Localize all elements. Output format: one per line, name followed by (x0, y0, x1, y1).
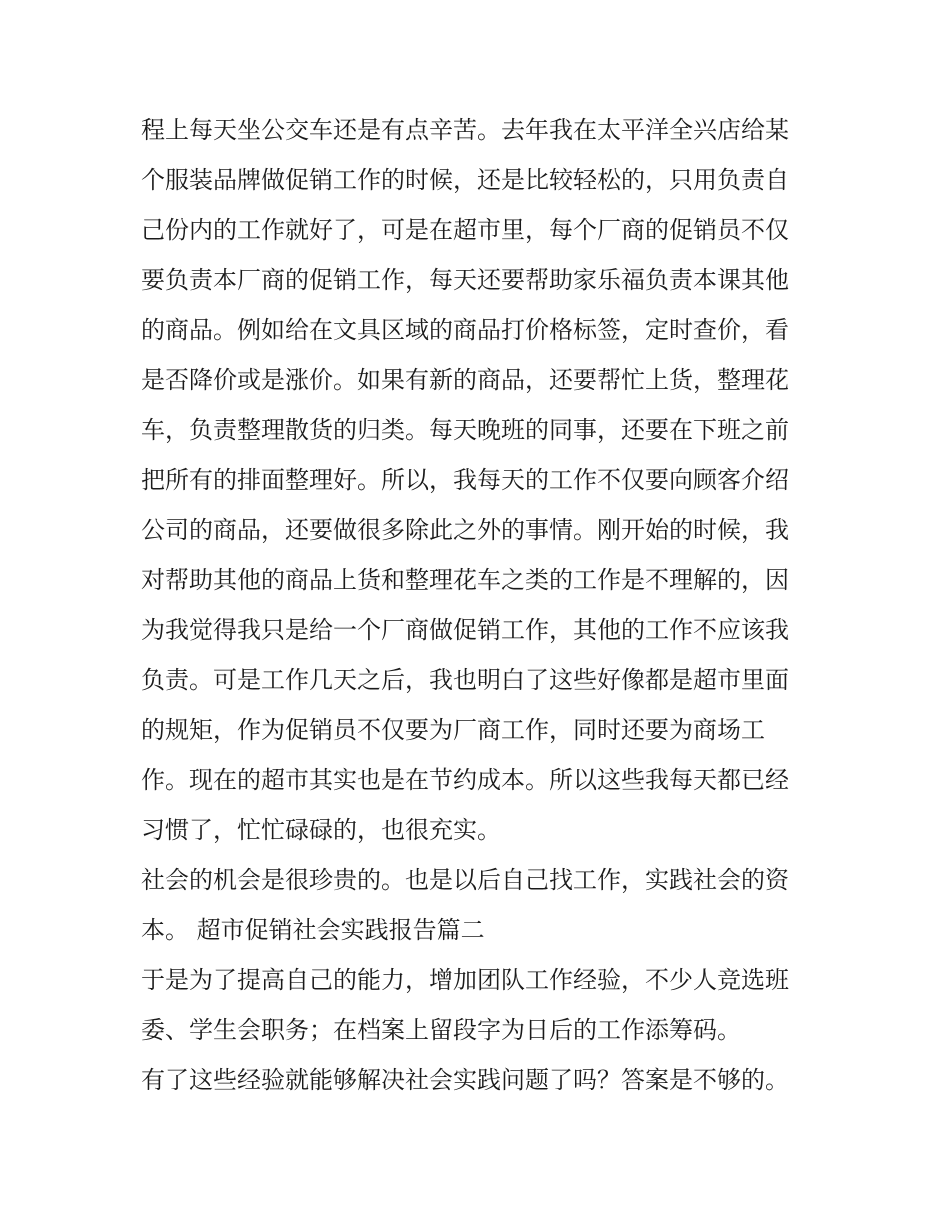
text-line: 是否降价或是涨价。如果有新的商品，还要帮忙上货，整理花 (141, 366, 789, 394)
text-line: 的规矩，作为促销员不仅要为厂商工作，同时还要为商场工 (141, 716, 765, 744)
text-line: 有了这些经验就能够解决社会实践问题了吗？答案是不够的。 (141, 1066, 789, 1094)
text-line: 于是为了提高自己的能力，增加团队工作经验，不少人竞选班 (141, 966, 789, 994)
text-line: 为我觉得我只是给一个厂商做促销工作，其他的工作不应该我 (141, 616, 789, 644)
text-line: 委、学生会职务；在档案上留段字为日后的工作添筹码。 (141, 1016, 741, 1044)
text-line: 公司的商品，还要做很多除此之外的事情。刚开始的时候，我 (141, 516, 789, 544)
text-line: 习惯了，忙忙碌碌的，也很充实。 (141, 816, 501, 844)
text-line: 的商品。例如给在文具区域的商品打价格标签，定时查价，看 (141, 316, 789, 344)
text-line: 本。 超市促销社会实践报告篇二 (141, 916, 485, 944)
text-line: 对帮助其他的商品上货和整理花车之类的工作是不理解的，因 (141, 566, 789, 594)
text-line: 社会的机会是很珍贵的。也是以后自己找工作，实践社会的资 (141, 866, 789, 894)
text-line: 负责。可是工作几天之后，我也明白了这些好像都是超市里面 (141, 666, 789, 694)
text-line: 作。现在的超市其实也是在节约成本。所以这些我每天都已经 (141, 766, 789, 794)
text-line: 车，负责整理散货的归类。每天晚班的同事，还要在下班之前 (141, 416, 789, 444)
text-line: 要负责本厂商的促销工作，每天还要帮助家乐福负责本课其他 (141, 266, 789, 294)
text-line: 个服装品牌做促销工作的时候，还是比较轻松的，只用负责自 (141, 166, 789, 194)
text-line: 把所有的排面整理好。所以，我每天的工作不仅要向顾客介绍 (141, 466, 789, 494)
text-line: 己份内的工作就好了，可是在超市里，每个厂商的促销员不仅 (141, 216, 789, 244)
text-line: 程上每天坐公交车还是有点辛苦。去年我在太平洋全兴店给某 (141, 116, 789, 144)
